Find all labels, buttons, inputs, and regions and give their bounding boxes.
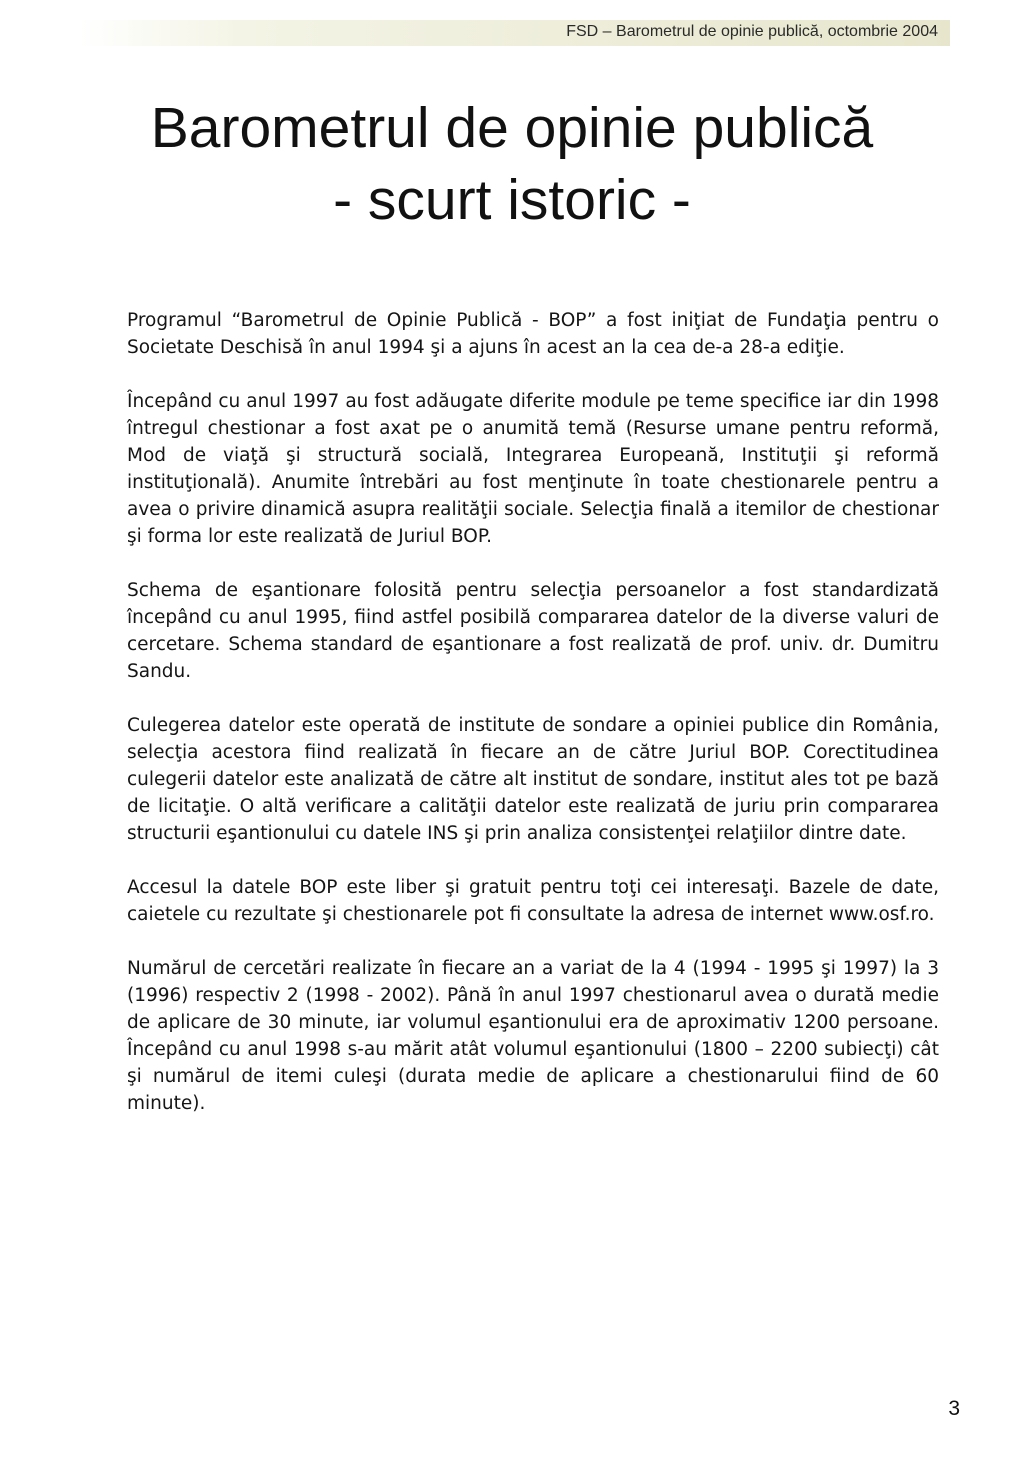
paragraph-data-access: Accesul la datele BOP este liber şi gratuit pentru toţi cei interesaţi. Bazele de date, caietele cu rezultate şi chestionarele pot fi consultate la adresa de internet www.osf.ro. — [127, 877, 939, 925]
page-title-line-1: Barometrul de opinie publică — [150, 96, 874, 160]
paragraph-data-collection: Culegerea datelor este operată de institute de sondare a opiniei publice din România, selecţia acestora fiind realizată în fiecare an de către Juriul BOP. Corectitudinea culegerii datelor este analizată de către alt institut de sondare, institut ales tot pe bază de licitaţie. O altă verificare a calităţii datelor este realizată de juriu prin compararea structurii eşantionului cu datele INS şi prin analiza consistenţei relaţiilor dintre date. — [127, 715, 939, 844]
body-text — [127, 307, 939, 1144]
page-number: 3 — [948, 1397, 960, 1420]
page-title — [60, 92, 964, 236]
paragraph-research-count: Numărul de cercetări realizate în fiecare an a variat de la 4 (1994 - 1995 şi 1997) la 3 (1996) respectiv 2 (1998 - 2002). Până în anul 1997 chestionarul avea o durată medie de aplicare de 30 minute, iar volumul eşantionului era de aproximativ 1200 persoane. Începând cu anul 1998 s-au mărit atât volumul eşantionului (1800 – 2200 subiecţi) cât şi numărul de itemi culeşi (durata medie de aplicare a chestionarului fiind de 60 minute). — [127, 958, 939, 1114]
running-header-text: FSD – Barometrul de opinie publică, octombrie 2004 — [566, 23, 938, 40]
paragraph-sampling-scheme: Schema de eşantionare folosită pentru selecţia persoanelor a fost standardizată începând cu anul 1995, fiind astfel posibilă compararea datelor de la diverse valuri de cercetare. Schema standard de eşantionare a fost realizată de prof. univ. dr. Dumitru Sandu. — [127, 580, 939, 682]
paragraph-modules: Începând cu anul 1997 au fost adăugate diferite module pe teme specifice iar din 1998 întregul chestionar a fost axat pe o anumită temă (Resurse umane pentru reformă, Mod de viaţă şi structură socială, Integrarea Europeană, Instituţii şi reformă instituţională). Anumite întrebări au fost menţinute în toate chestionarele pentru a avea o privire dinamică asupra realităţii sociale. Selecţia finală a itemilor de chestionar şi forma lor este realizată de Juriul BOP. — [127, 391, 939, 547]
page-title-line-2: - scurt istoric - — [333, 168, 691, 232]
running-header — [80, 20, 950, 46]
paragraph-program-intro: Programul “Barometrul de Opinie Publică - BOP” a fost iniţiat de Fundaţia pentru o Societate Deschisă în anul 1994 şi a ajuns în acest an la cea de-a 28-a ediţie. — [127, 310, 939, 358]
